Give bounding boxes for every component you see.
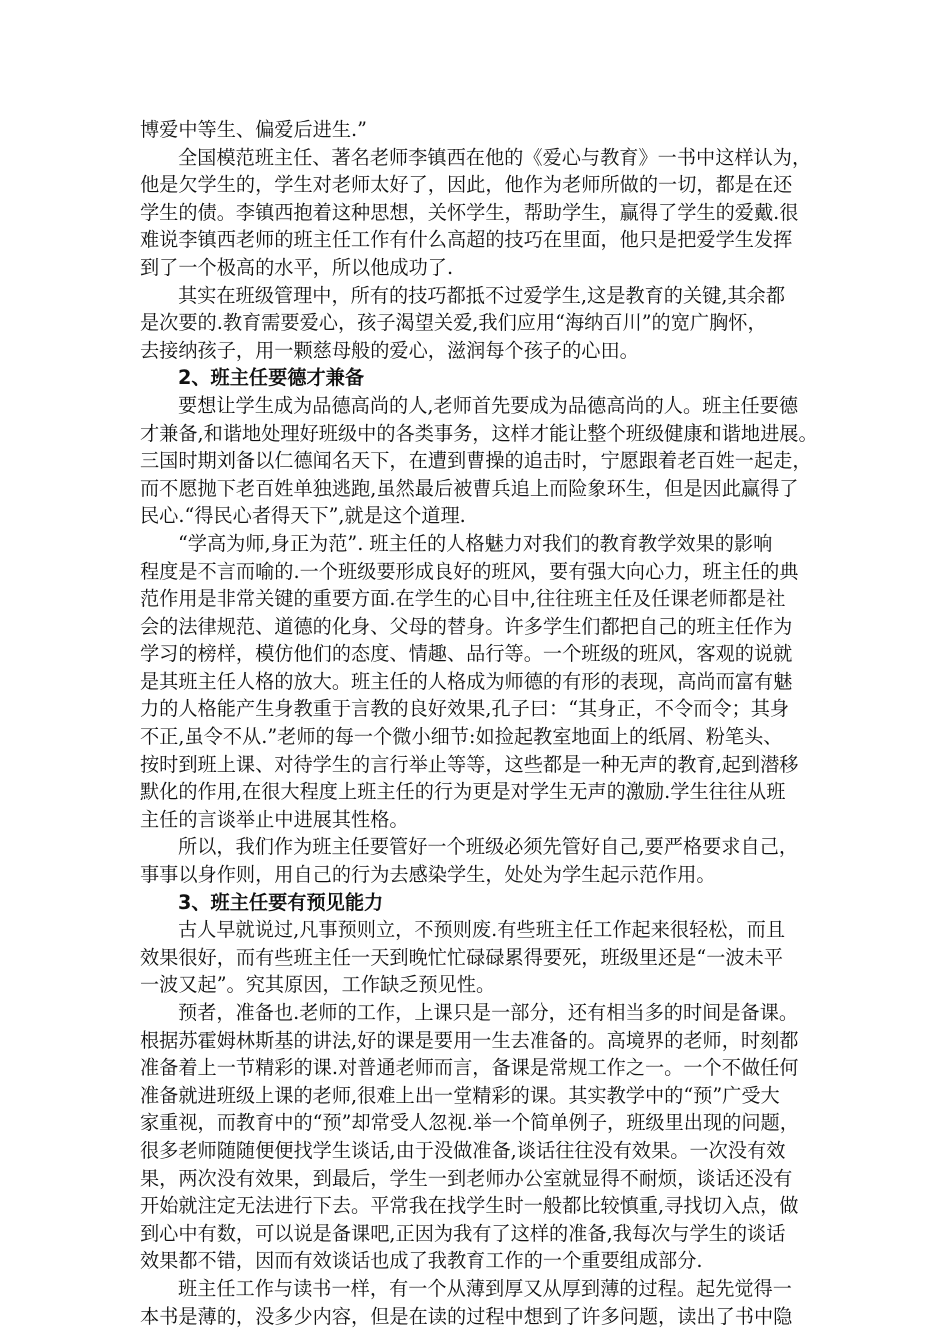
paragraph-line: 根据苏霍姆林斯基的讲法,好的课是要用一生去准备的。高境界的老师，时刻都: [140, 1028, 799, 1052]
paragraph-line: 一波又起”。究其原因，工作缺乏预见性。: [140, 973, 496, 997]
paragraph-line: 三国时期刘备以仁德闻名天下，在遭到曹操的追击时，宁愿跟着老百姓一起走，: [140, 449, 812, 473]
paragraph-line: 博爱中等生、偏爱后进生.”: [140, 118, 367, 141]
paragraph-line: 要想让学生成为品德高尚的人,老师首先要成为品德高尚的人。班主任要德: [178, 393, 799, 417]
paragraph-line: 范作用是非常关键的重要方面.在学生的心目中,往往班主任及任课老师都是社: [140, 587, 786, 611]
paragraph-line: 到了一个极高的水平，所以他成功了.: [140, 255, 454, 279]
paragraph-line: 才兼备,和谐地处理好班级中的各类事务，这样才能让整个班级健康和谐地进展。: [140, 421, 818, 445]
section-heading: 3、班主任要有预见能力: [178, 890, 384, 914]
document-body: [140, 116, 820, 1330]
paragraph-line: 程度是不言而喻的.一个班级要形成良好的班风，要有强大向心力，班主任的典: [140, 559, 799, 583]
paragraph-line: 预者，准备也.老师的工作，上课只是一部分，还有相当多的时间是备课。: [178, 1001, 799, 1024]
paragraph-line: 不正,虽令不从.”老师的每一个微小细节:如捡起教室地面上的纸屑、粉笔头、: [140, 725, 783, 749]
paragraph-line: 到心中有数，可以说是备课吧,正因为我有了这样的准备,我每次与学生的谈话: [140, 1221, 786, 1245]
paragraph-line: 他是欠学生的，学生对老师太好了，因此，他作为老师所做的一切，都是在还: [140, 173, 793, 197]
paragraph-line: 准备着上一节精彩的课.对普通老师而言，备课是常规工作之一。一个不做任何: [140, 1056, 799, 1080]
paragraph-line: 民心.“得民心者得天下”,就是这个道理.: [140, 504, 466, 528]
paragraph-line: 主任的言谈举止中进展其性格。: [140, 807, 409, 831]
paragraph-line: 全国模范班主任、著名老师李镇西在他的《爱心与教育》一书中这样认为，: [178, 145, 812, 169]
paragraph-line: 学习的榜样，模仿他们的态度、情趣、品行等。一个班级的班风，客观的说就: [140, 642, 793, 666]
paragraph-line: 古人早就说过,凡事预则立，不预则废.有些班主任工作起来很轻松，而且: [178, 918, 786, 942]
paragraph-line: 会的法律规范、道德的化身、父母的替身。许多学生们都把自己的班主任作为: [140, 614, 793, 638]
paragraph-line: 效果都不错，因而有效谈话也成了我教育工作的一个重要组成部分.: [140, 1249, 703, 1273]
paragraph-line: 去接纳孩子，用一颗慈母般的爱心，滋润每个孩子的心田。: [140, 338, 639, 362]
paragraph-line: 本书是薄的，没多少内容，但是在读的过程中想到了许多问题，读出了书中隐: [140, 1304, 793, 1328]
paragraph-line: 是次要的.教育需要爱心，孩子渴望关爱,我们应用“海纳百川”的宽广胸怀，: [140, 311, 767, 335]
paragraph-line: 力的人格能产生身教重于言教的良好效果,孔子曰：“其身正，不令而令；其身: [140, 697, 790, 721]
paragraph-line: 班主任工作与读书一样，有一个从薄到厚又从厚到薄的过程。起先觉得一: [178, 1276, 792, 1300]
paragraph-line: 所以，我们作为班主任要管好一个班级必须先管好自己,要严格要求自己，: [178, 835, 799, 859]
paragraph-line: “学高为师,身正为范”. 班主任的人格魅力对我们的教育教学效果的影响: [178, 531, 773, 555]
paragraph-line: 学生的债。李镇西抱着这种思想，关怀学生，帮助学生，赢得了学生的爱戴.很: [140, 200, 799, 224]
paragraph-line: 按时到班上课、对待学生的言行举止等等，这些都是一种无声的教育,起到潜移: [140, 752, 799, 776]
paragraph-line: 效果很好，而有些班主任一天到晚忙忙碌碌累得要死，班级里还是“一波未平: [140, 945, 783, 969]
paragraph-line: 事事以身作则，用自己的行为去感染学生，处处为学生起示范作用。: [140, 863, 716, 887]
paragraph-line: 难说李镇西老师的班主任工作有什么高超的技巧在里面，他只是把爱学生发挥: [140, 228, 793, 252]
paragraph-line: 是其班主任人格的放大。班主任的人格成为师德的有形的表现，高尚而富有魅: [140, 669, 793, 693]
paragraph-line: 其实在班级管理中，所有的技巧都抵不过爱学生,这是教育的关键,其余都: [178, 283, 786, 307]
paragraph-line: 而不愿抛下老百姓单独逃跑,虽然最后被曹兵追上而险象环生，但是因此赢得了: [140, 476, 799, 500]
paragraph-line: 默化的作用,在很大程度上班主任的行为更是对学生无声的激励.学生往往从班: [140, 780, 786, 804]
paragraph-line: 开始就注定无法进行下去。平常我在找学生时一般都比较慎重,寻找切入点，做: [140, 1194, 799, 1218]
paragraph-line: 准备就进班级上课的老师,很难上出一堂精彩的课。其实教学中的“预”广受大: [140, 1083, 780, 1107]
paragraph-line: 很多老师随随便便找学生谈话,由于没做准备,谈话往往没有效果。一次没有效: [140, 1138, 786, 1162]
paragraph-line: 家重视，而教育中的“预”却常受人忽视.举一个简单例子，班级里出现的问题，: [140, 1111, 799, 1135]
section-heading: 2、班主任要德才兼备: [178, 366, 365, 390]
paragraph-line: 果，两次没有效果，到最后，学生一到老师办公室就显得不耐烦，谈话还没有: [140, 1166, 793, 1190]
